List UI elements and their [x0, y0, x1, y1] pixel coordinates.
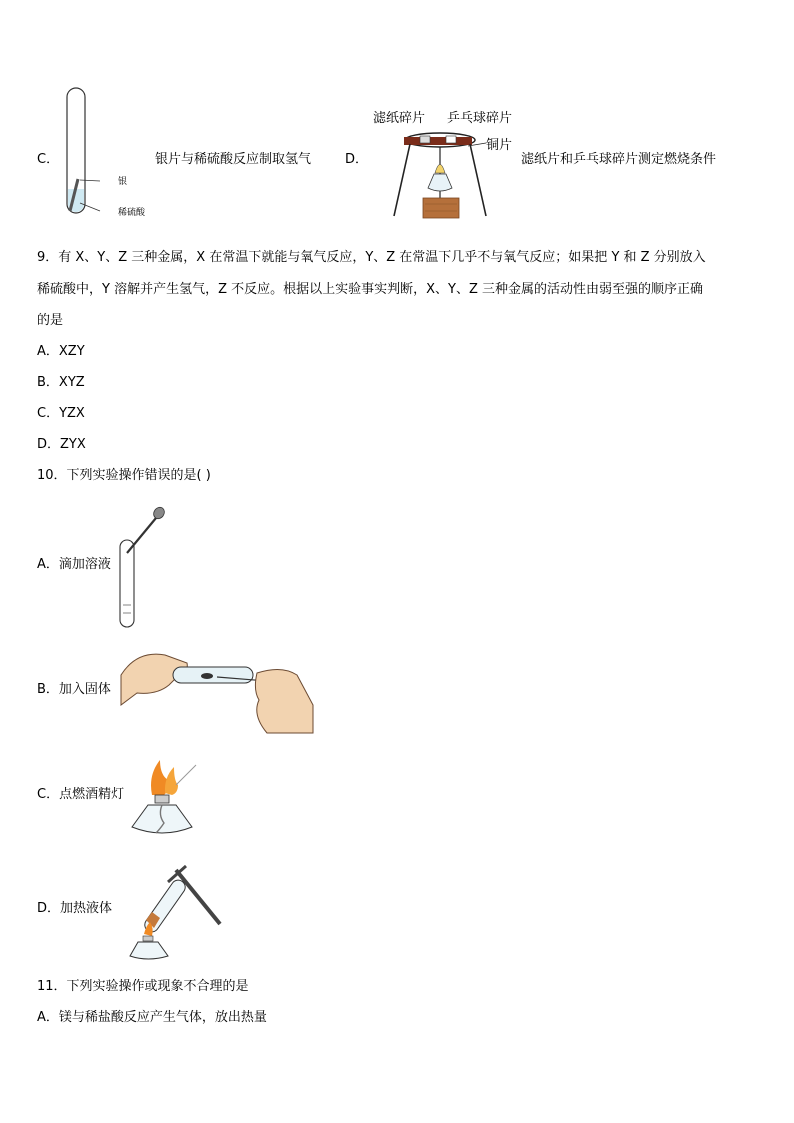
q10-option-d: D．加热液体 [37, 901, 113, 916]
q10-stem: 10．下列实验操作错误的是( ) [37, 468, 211, 483]
q10-option-c: C．点燃酒精灯 [37, 787, 125, 802]
q9-option-c: C．YZX [37, 406, 85, 421]
q10-option-b: B．加入固体 [37, 682, 111, 697]
q8-option-d-letter: D． [345, 152, 369, 167]
adding-solid-to-tube-figure [117, 645, 315, 735]
q9-stem-line-3: 的是 [37, 313, 64, 328]
label-silver: 银 [118, 177, 128, 187]
q9-option-a: A．XZY [37, 344, 85, 359]
label-pingpong: 乒乓球碎片 [447, 111, 513, 126]
label-dilute-acid: 稀硫酸 [118, 208, 146, 218]
q11-stem: 11．下列实验操作或现象不合理的是 [37, 979, 249, 994]
test-tube-silver-acid-figure [60, 85, 160, 220]
lighting-alcohol-lamp-figure [130, 755, 200, 840]
q8-option-c-letter: C． [37, 152, 60, 167]
q8-option-c-caption: 银片与稀硫酸反应制取氢气 [155, 152, 312, 167]
q8-option-d-caption: 滤纸片和乒乓球碎片测定燃烧条件 [521, 152, 717, 167]
heating-liquid-figure [128, 862, 228, 960]
dropper-into-test-tube-figure [115, 505, 170, 630]
q9-option-b: B．XYZ [37, 375, 85, 390]
q10-option-a: A．滴加溶液 [37, 557, 111, 572]
q9-stem-line-2: 稀硫酸中，Y 溶解并产生氢气，Z 不反应。根据以上实验事实判断，X、Y、Z 三种金属的活动性由弱至强的顺序正确 [37, 282, 703, 297]
label-copper: 铜片 [486, 138, 513, 153]
copper-leader-line [468, 140, 488, 150]
q9-stem-line-1: 9．有 X、Y、Z 三种金属，X 在常温下就能与氧气反应，Y、Z 在常温下几乎不与氧气反应；如果把 Y 和 Z 分别放入 [37, 250, 706, 265]
q11-option-a: A．镁与稀盐酸反应产生气体，放出热量 [37, 1010, 267, 1025]
label-filter-paper: 滤纸碎片 [373, 111, 426, 126]
q9-option-d: D．ZYX [37, 437, 86, 452]
